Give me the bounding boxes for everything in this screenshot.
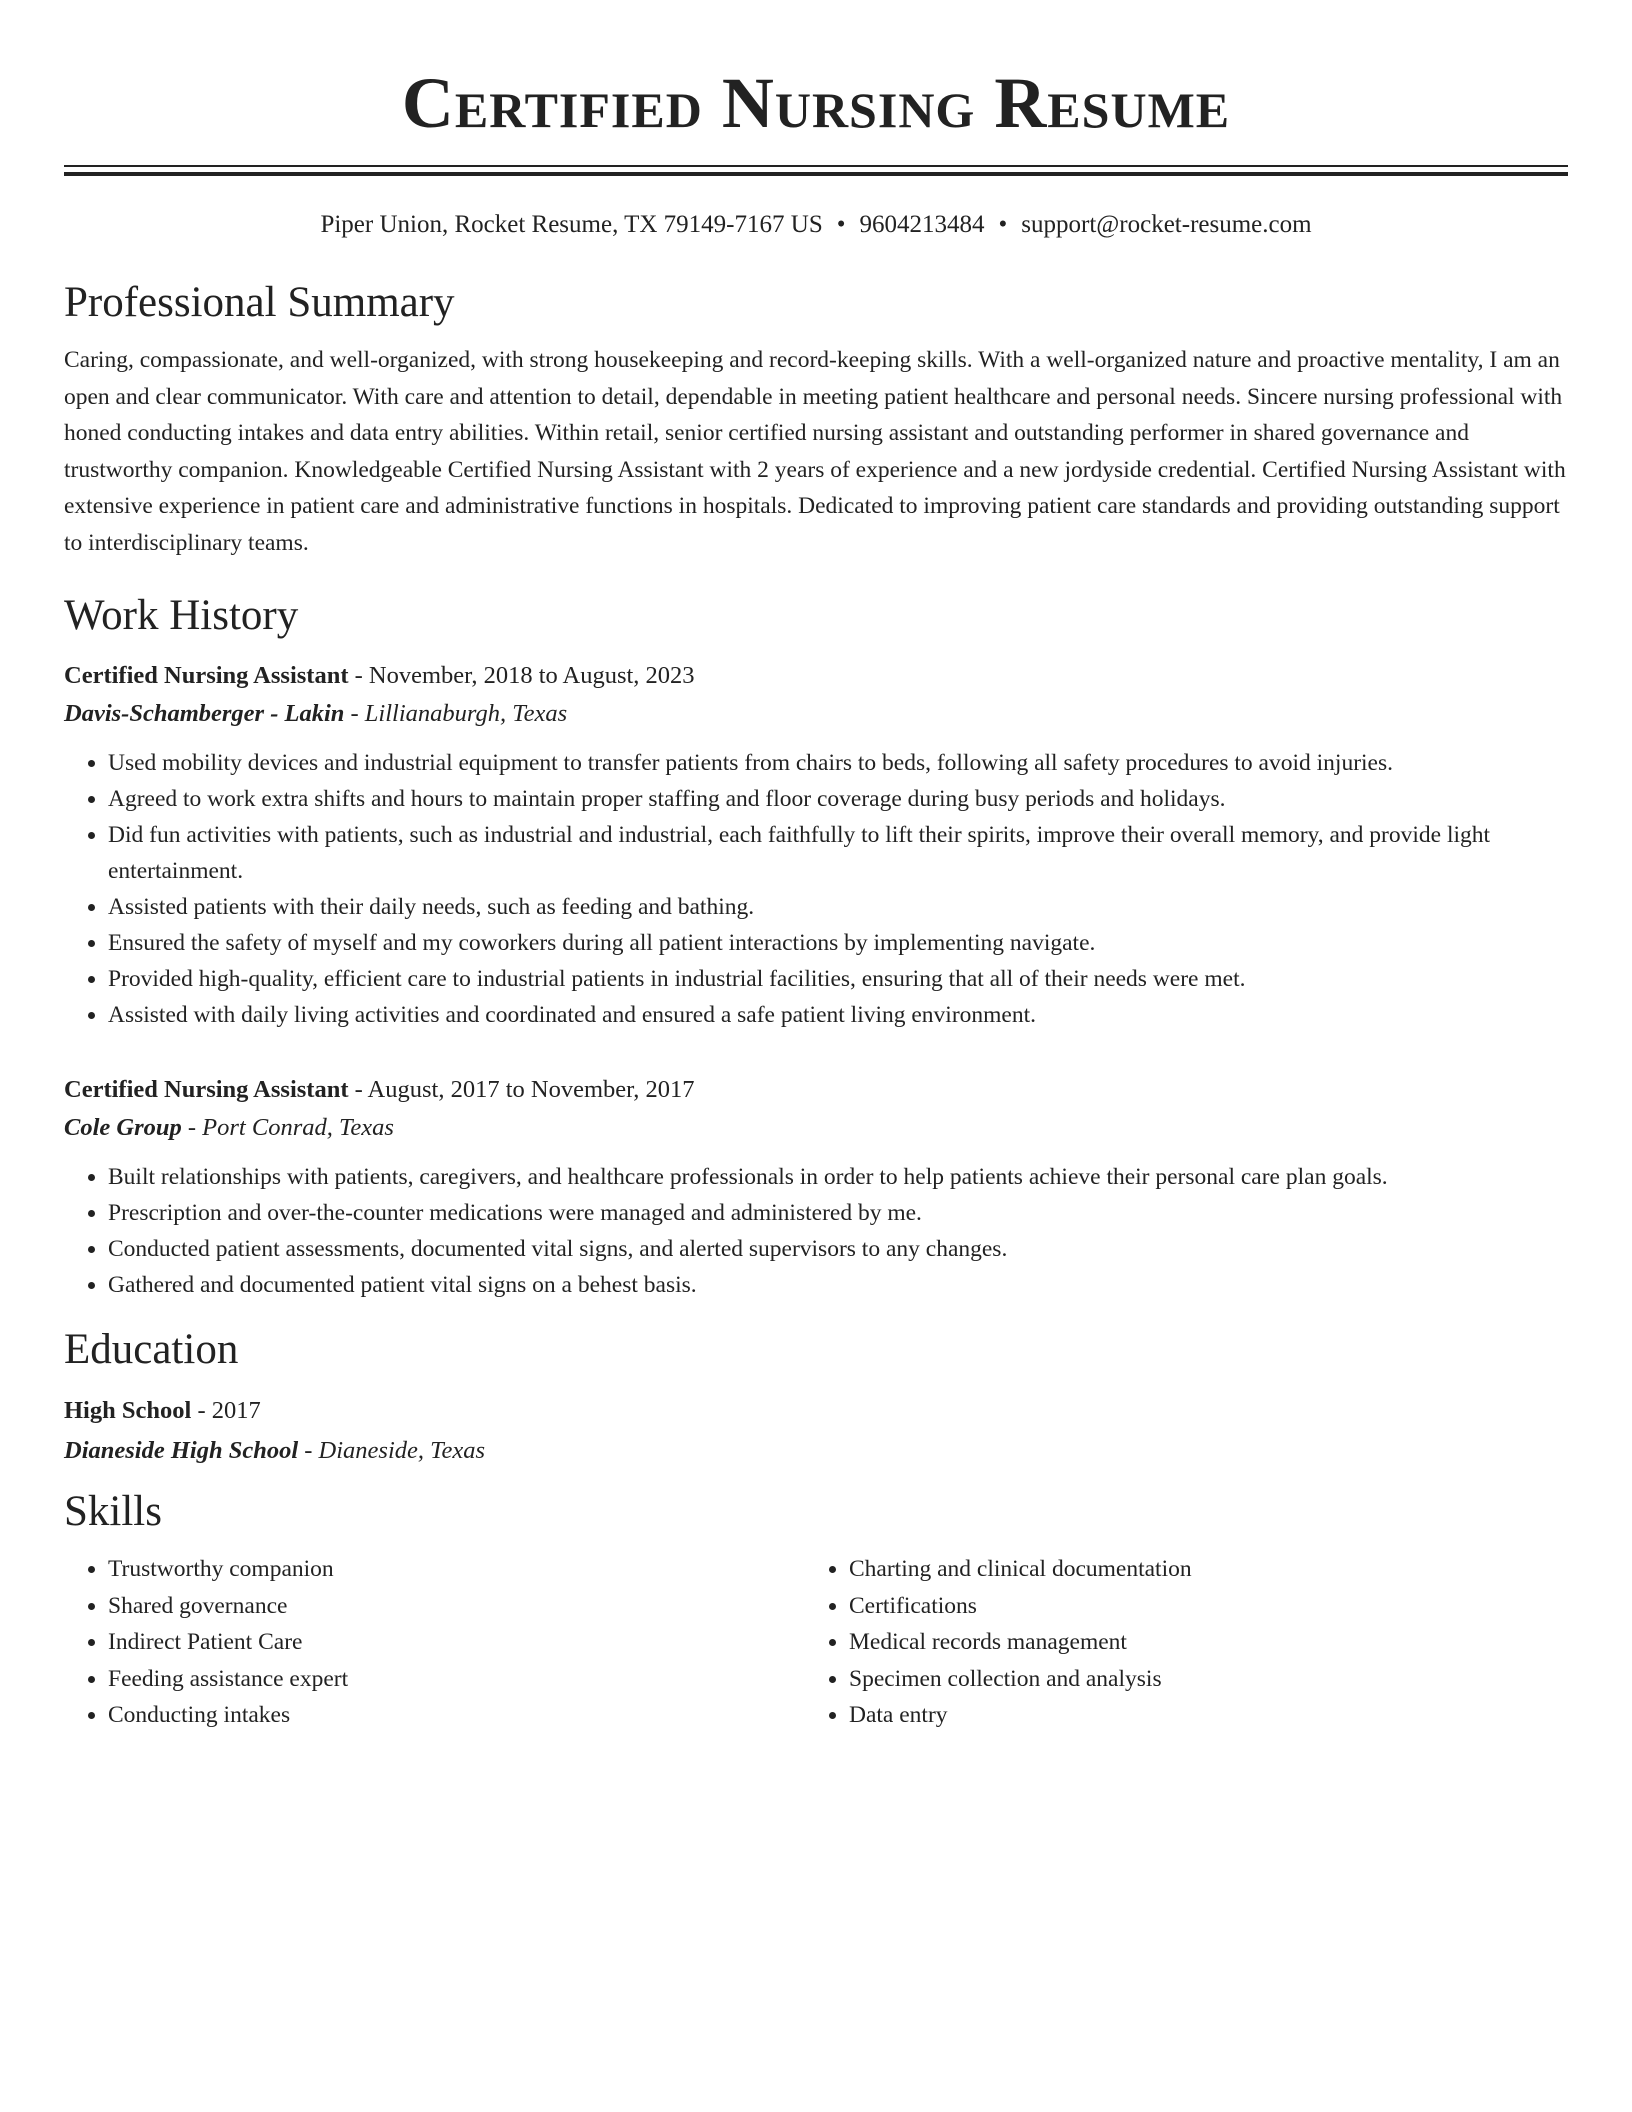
job-bullet: • Did fun activities with patients, such as industrial and industrial, each faithfully to lift their spirits, improve their overall memory, and provide light entertainment. <box>108 817 1568 889</box>
skill-item: • Medical records management <box>849 1624 1192 1661</box>
job-location: - Lillianaburgh, Texas <box>350 700 568 727</box>
job-employer: Cole Group <box>64 1114 182 1141</box>
skills-heading: Skills <box>64 1488 162 1535</box>
work-history-section <box>64 589 1568 1303</box>
divider-line-thick <box>64 172 1568 176</box>
skills-columns <box>64 1551 1568 1734</box>
summary-heading: Professional Summary <box>64 279 455 326</box>
job-employer-line <box>64 695 1568 733</box>
job-bullet: • Gathered and documented patient vital signs on a behest basis. <box>108 1267 1568 1303</box>
job-entry <box>64 657 1568 1033</box>
work-history-heading: Work History <box>64 592 299 639</box>
skill-item: • Specimen collection and analysis <box>849 1661 1192 1698</box>
education-heading: Education <box>64 1326 239 1373</box>
job-dates: - November, 2018 to August, 2023 <box>354 662 695 689</box>
title-divider <box>64 165 1568 176</box>
job-employer: Davis-Schamberger - Lakin <box>64 700 345 727</box>
education-degree-line <box>64 1391 1568 1431</box>
job-employer-line <box>64 1109 1568 1147</box>
job-bullet: • Agreed to work extra shifts and hours to maintain proper staffing and floor coverage during busy periods and holidays. <box>108 781 1568 817</box>
education-entry <box>64 1391 1568 1471</box>
resume-title: Certified Nursing Resume <box>401 63 1231 143</box>
job-bullet: • Provided high-quality, efficient care to industrial patients in industrial facilities, ensuring that all of their needs were met. <box>108 961 1568 997</box>
job-bullet: • Built relationships with patients, caregivers, and healthcare professionals in order to help patients achieve their personal care plan goals. <box>108 1159 1568 1195</box>
contact-email: support@rocket-resume.com <box>1021 211 1312 238</box>
job-title: Certified Nursing Assistant <box>64 662 349 689</box>
job-bullets <box>64 1159 1568 1303</box>
job-bullet: • Used mobility devices and industrial equipment to transfer patients from chairs to beds, following all safety procedures to avoid injuries. <box>108 745 1568 781</box>
skill-item: • Charting and clinical documentation <box>849 1551 1192 1588</box>
contact-separator: • <box>998 211 1008 238</box>
skill-item: • Certifications <box>849 1588 1192 1625</box>
divider-line-thin <box>64 165 1568 167</box>
contact-address: Piper Union, Rocket Resume, TX 79149-7167 US <box>320 211 823 238</box>
skills-list-right <box>805 1551 1192 1734</box>
job-title-line <box>64 657 1568 695</box>
skill-item: • Data entry <box>849 1697 1192 1734</box>
job-bullet: • Assisted with daily living activities and coordinated and ensured a safe patient living environment. <box>108 997 1568 1033</box>
summary-text: Caring, compassionate, and well-organized, with strong housekeeping and record-keeping skills. With a well-organized nature and proactive mentality, I am an open and clear communicator. With care and attention to detail, dependable in meeting patient healthcare and personal needs. Sincere nursing professional with honed conducting intakes and data entry abilities. Within retail, senior certified nursing assistant and outstanding performer in shared governance and trustworthy companion. Knowledgeable Certified Nursing Assistant with 2 years of experience and a new jordyside credential. Certified Nursing Assistant with extensive experience in patient care and administrative functions in hospitals. Dedicated to improving patient care standards and providing outstanding support to interdisciplinary teams. <box>64 347 1566 556</box>
skills-list-left <box>64 1551 805 1734</box>
job-entry <box>64 1071 1568 1303</box>
education-degree: High School <box>64 1397 192 1424</box>
summary-section <box>64 276 1568 561</box>
job-bullet: • Ensured the safety of myself and my coworkers during all patient interactions by implementing navigate. <box>108 925 1568 961</box>
job-title-line <box>64 1071 1568 1109</box>
job-location: - Port Conrad, Texas <box>187 1114 394 1141</box>
skill-item: • Shared governance <box>108 1588 805 1625</box>
contact-line <box>64 208 1568 242</box>
education-location: - Dianeside, Texas <box>304 1437 486 1464</box>
education-school-line <box>64 1431 1568 1471</box>
job-bullet: • Conducted patient assessments, documented vital signs, and alerted supervisors to any changes. <box>108 1231 1568 1267</box>
job-bullet: • Assisted patients with their daily needs, such as feeding and bathing. <box>108 889 1568 925</box>
education-section <box>64 1323 1568 1471</box>
contact-separator: • <box>836 211 846 238</box>
skill-item: • Feeding assistance expert <box>108 1661 805 1698</box>
job-dates: - August, 2017 to November, 2017 <box>354 1076 695 1103</box>
job-bullet: • Prescription and over-the-counter medications were managed and administered by me. <box>108 1195 1568 1231</box>
education-school: Dianeside High School <box>64 1437 299 1464</box>
job-title: Certified Nursing Assistant <box>64 1076 349 1103</box>
job-bullets <box>64 745 1568 1033</box>
contact-phone: 9604213484 <box>859 211 985 238</box>
skill-item: • Conducting intakes <box>108 1697 805 1734</box>
skill-item: • Trustworthy companion <box>108 1551 805 1588</box>
skill-item: • Indirect Patient Care <box>108 1624 805 1661</box>
education-year: - 2017 <box>197 1397 261 1424</box>
skills-section <box>64 1485 1568 1734</box>
